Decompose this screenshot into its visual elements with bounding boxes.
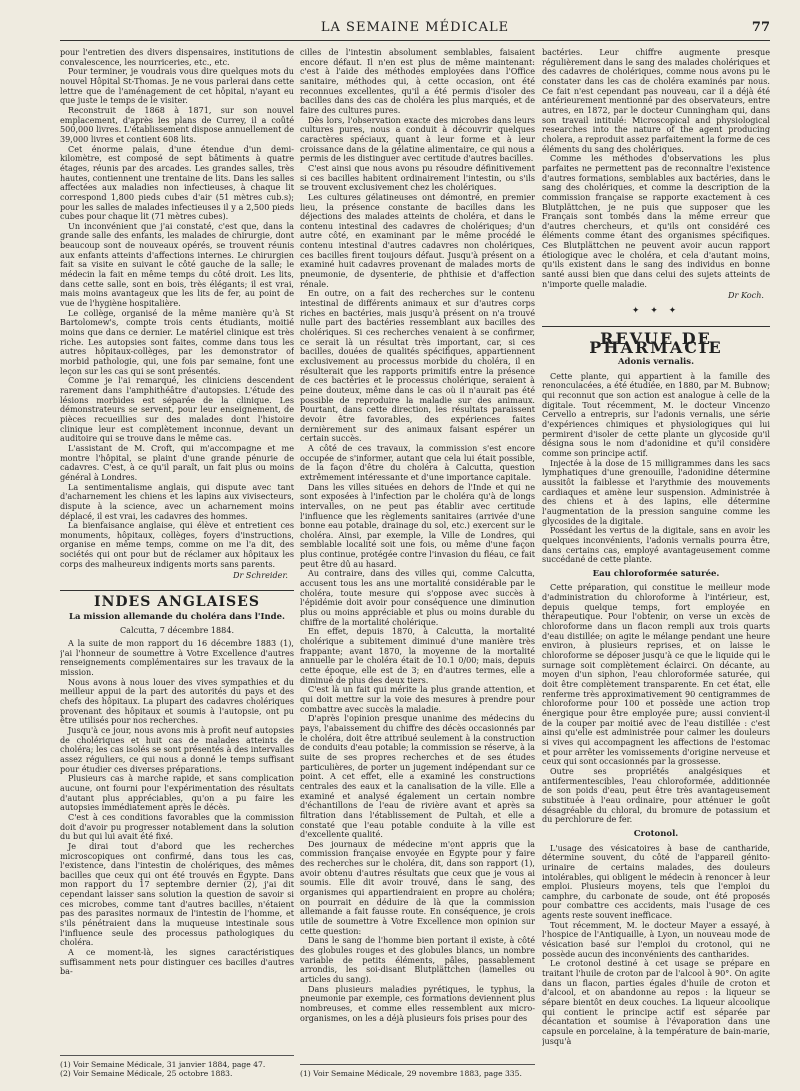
page-number: 77	[751, 20, 770, 35]
header-rule	[60, 40, 770, 41]
paragraph: A côté de ces travaux, la commission s'est encore occupée de s'informer, autant que cela lui était possible, de la façon d'être du choléra à Calcutta, question extrêmement intéressante et d'une importance capitale.	[300, 442, 535, 482]
paragraph: pour l'entretien des divers dispensaires, institutions de convalescence, les nourriceries, etc., etc.	[60, 48, 294, 67]
article-signature: Dr Koch.	[728, 290, 764, 301]
paragraph: Des journaux de médecine m'ont appris que la commission française envoyée en Égypte pour y faire des recherches sur le choléra, dit, dans son rapport (1), avoir obtenu d'autres résultats que ceux que je vous ai soumis. Elle dit avoir trouvé, dans le sang, des organismes qui appartiendraient en propre au choléra; on pourrait en déduire de là que la commission allemande a fait fausse route. En conséquence, je crois utile de soumettre à Votre Excellence mon opinion sur cette question:	[300, 838, 535, 936]
footnote: (1) Voir Semaine Médicale, 29 novembre 1883, page 335.	[300, 1069, 522, 1078]
paragraph: Un inconvénient que j'ai constaté, c'est que, dans la grande salle des enfants, les malades de chirurgie, dont beaucoup sont de nouveaux opérés, se trouvent réunis aux enfants atteints d'affections internes. Le chirurgien fait sa visite en suivant le côté gauche de la salle; le médecin la fait en même temps du côté droit. Les lits, dans cette salle, sont en bois, très élégants; il est vrai, mais moins avantageux que les lits de fer, au point de vue de l'hygiène hospitalière.	[60, 220, 294, 309]
paragraph: Cet énorme palais, d'une étendue d'un demi-kilomètre, est composé de sept bâtiments à quatre étages, réunis par des arcades. Les grandes salles, très hautes, contiennent une trentaine de lits. Dans les salles affectées aux maladies non infectieuses, à chaque lit correspond 1,800 pieds cubes d'air (51 mètres cub.s); pour les salles de malades infectieuses il y a 2,500 pieds cubes pour chaque lit (71 mètres cubes).	[60, 143, 294, 222]
paragraph: La sentimentalisme anglais, qui dispute avec tant d'acharnement les chiens et les lapins aux vivisecteurs, dispute à la science, avec un acharnement moins déplacé, il est vrai, les cadavres des hommes.	[60, 481, 294, 521]
footnote: (2) Voir Semaine Médicale, 25 octobre 1883.	[60, 1069, 233, 1078]
paragraph: En effet, depuis 1870, à Calcutta, la mortalité cholérique a subitement diminué d'une manière très frappante; avant 1870, la moyenne de la mortalité annuelle par le choléra était de 10.1 0/00; mais, depuis cette époque, elle est de 3; en d'autres termes, elle a diminué de plus des deux tiers.	[300, 626, 535, 685]
paragraph: Dès lors, l'observation exacte des microbes dans leurs cultures pures, nous a conduit à découvrir quelques caractères spéciaux, quant à leur forme et à leur croissance dans de la gélatine alimentaire, ce qui nous a permis de les distinguer avec certitude d'autres bacilles.	[300, 114, 535, 164]
footnote: (1) Voir Semaine Médicale, 31 janvier 1884, page 47.	[60, 1060, 266, 1069]
paragraph: A ce moment-là, les signes caractéristiques suffisamment nets pour distinguer ces bacilles d'autres ba-	[60, 947, 294, 977]
paragraph: C'est ainsi que nous avons pu résoudre définitivement si ces bacilles habitent ordinairement l'intestin, ou s'ils se trouvent exclusivement chez les cholériques.	[300, 162, 535, 193]
section-title: REVUE DE PHARMACIE	[542, 326, 770, 353]
article-signature: Dr Schreider.	[233, 570, 288, 581]
page-header	[60, 20, 770, 50]
column-1	[60, 48, 294, 1078]
paragraph: La bienfaisance anglaise, qui élève et entretient ces monuments, hôpitaux, collèges, foyers d'instructions, organise en même temps, comme on me l'a dit, des sociétés qui ont pour but de réclamer aux hôpitaux les corps des malheureux indigents morts sans parents.	[60, 520, 294, 569]
article-headline: Eau chloroformée saturée.	[592, 568, 720, 579]
paragraph: Les cultures gélatineuses ont démontré, en premier lieu, la présence constante de bacilles dans les déjections des malades atteints de choléra, et dans le contenu intestinal des cadavres de cholériques; d'un autre côté, en examinant par le même procédé le contenu intestinal d'autres cadavres non cholériques, ces bacilles firent toujours défaut. Jusqu'à présent on a examiné huit cadavres provenant de malades morts de pneumonie, de dysenterie, de phthisie et d'affection rénale.	[300, 191, 535, 289]
paragraph: Plusieurs cas à marche rapide, et sans complication aucune, ont fourni pour l'expérimentation des résultats d'autant plus appréciables, qu'on a pu faire les autopsies immédiatement après le décès.	[60, 773, 294, 813]
paragraph: Outre ses propriétés analgésiques et antifermentescibles, l'eau chloroformée, additionnée de son poids d'eau, peut être très avantageusement substituée à l'eau ordinaire, pour atténuer le goût désagréable du chloral, du bromure de potassium et du perchlorure de fer.	[542, 765, 770, 825]
paragraph: Jusqu'à ce jour, nous avons mis à profit neuf autopsies de cholériques et huit cas de malades atteints de choléra; les cas isolés se sont présentés à des intervalles assez réguliers, ce qui nous a donné le temps suffisant pour étudier ces diverses préparations.	[60, 724, 294, 774]
paragraph: Pour terminer, je voudrais vous dire quelques mots du nouvel Hôpital St-Thomas. Je ne vous parlerai dans cette lettre que de l'aménagement de cet hôpital, n'ayant eu que juste le temps de le visiter.	[60, 66, 294, 106]
article-headline: Adonis vernalis.	[617, 357, 695, 368]
paragraph: Cette plante, qui appartient à la famille des renonculacées, a été étudiée, en 1880, par M. Bubnow; qui reconnut que son action est analogue à celle de la digitale. Tout récemment, M. le docteur Vincenzo Cervello a entrepris, sur l'adonis vernalis, une série d'expériences chimiques et physiologiques qui lui permirent d'isoler de cette plante un glycoside qu'il désigna sous le nom d'adonidine et qu'il considère comme son principe actif.	[542, 370, 770, 458]
paragraph: Le collège, organisé de la même manière qu'à St Bartolomew's, compte trois cents étudiants, moitié moins que dans ce dernier. Le matériel clinique est très riche. Les autopsies sont faites, comme dans tous les autres hôpitaux-collèges, par les demonstrator of morbid pathologie, qui, une fois par semaine, font une leçon sur les cas qui se sont présentés.	[60, 307, 294, 376]
article-headline: Crotonol.	[633, 828, 679, 839]
paragraph: C'est à ces conditions favorables que la commission doit d'avoir pu progresser notablement dans la solution du but qui lui avait été fixé.	[60, 811, 294, 842]
column-3	[542, 48, 770, 1078]
paragraph: En outre, on a fait des recherches sur le contenu intestinal de différents animaux et sur d'autres corps riches en bactéries, mais jusqu'à présent on n'a trouvé nulle part des bactéries ressemblant aux bacilles des cholériques. Si ces recherches venaient à se confirmer, ce serait là un résultat très important, car, si ces bacilles, douées de qualités spécifiques, appartiennent exclusivement au processus morbide du choléra, il en résulterait que les rapports primitifs entre la présence de ces bactéries et le processus cholérique, seraient à peine douteux, même dans le cas où il n'aurait pas été possible de reproduire la maladie sur des animaux. Pourtant, dans cette direction, les résultats paraissent devoir être favorables, des expériences faites dernièrement sur des animaux faisant espérer un certain succès.	[300, 288, 535, 444]
paragraph: bactéries. Leur chiffre augmente presque régulièrement dans le sang des malades cholériques et des cadavres de cholériques, comme nous avons pu le constater dans les cas de choléra examinés par nous. Ce fait n'est cependant pas nouveau, car il a déjà été antérieurement mentionné par des observateurs, entre autres, en 1872, par le docteur Cunningham qui, dans son travail intitulé: Microscopical and physiological researches into the nature of the agent producing cholera, a reproduit assez parfaitement la forme de ces éléments du sang des cholériques.	[542, 48, 770, 154]
footnotes	[300, 1064, 535, 1078]
paragraph: Dans les villes situées en dehors de l'Inde et qui ne sont exposées à l'infection par le choléra qu'à de longs intervalles, on ne peut pas établir avec certitude l'influence que les règlements sanitaires (arrivée d'une bonne eau potable, drainage du sol, etc.) exercent sur le choléra. Ainsi, par exemple, la Ville de Londres, qui semblable localité soit une fois, ou même d'une façon plus continue, protégée contre l'invasion du fléau, ce fait peut être dû au hasard.	[300, 481, 535, 569]
journal-title: LA SEMAINE MÉDICALE	[320, 20, 510, 35]
paragraph: L'assistant de M. Croft, qui m'accompagne et me montre l'hôpital, se plaint d'une grande pénurie de cadavres. C'est, à ce qu'il paraît, un fait plus ou moins général à Londres.	[60, 442, 294, 482]
paragraph: cilles de l'intestin absolument semblables, faisaient encore défaut. Il n'en est plus de même maintenant: c'est à l'aide des méthodes employées dans l'Office sanitaire, méthodes qui, à cette occasion, ont été reconnues excellentes, qu'il a été permis d'isoler des bacilles dans des cas de choléra les plus marqués, et de faire des cultures pures.	[300, 48, 535, 115]
paragraph: L'usage des vésicatoires à base de cantharide, détermine souvent, du côté de l'appareil génito-urinaire de certains malades, des douleurs intolérables, qui obligent le médecin à renoncer à leur emploi. Plusieurs moyens, tels que l'emploi du camphre, du carbonate de soude, ont été proposés pour combattre ces accidents, mais l'usage de ces agents reste souvent inefficace.	[542, 842, 770, 921]
paragraph: Dans le sang de l'homme bien portant il existe, à côté des globules rouges et des globules blancs, un nombre variable de petits éléments, pâles, passablement arrondis, les soi-disant Blutplättchen (lamelles ou articles du sang).	[300, 935, 535, 984]
paragraph: Le crotonol destiné à cet usage se prépare en traitant l'huile de croton par de l'alcool à 90°. On agite dans un flacon, parties égales d'huile de croton et d'alcool, et on abandonne au repos : la liqueur se sépare bientôt en deux couches. La liqueur alcoolique qui contient le principe actif est séparée par décantation et soumise à l'évaporation dans une capsule en porcelaine, à la température de bain-marie, jusqu'à	[542, 958, 770, 1046]
section-title: INDES ANGLAISES	[60, 590, 294, 608]
column-2	[300, 48, 535, 1078]
paragraph: Injectée à la dose de 15 milligrammes dans les sacs lymphatiques d'une grenouille, l'adonidine détermine aussitôt la faiblesse et l'arythmie des mouvements cardiaques et amène leur suspension. Administrée à des chiens et à des lapins, elle détermine l'augmentation de la pression sanguine comme les glycosides de la digitale.	[542, 457, 770, 526]
ornament-divider: ✦ ✦ ✦	[631, 306, 681, 317]
paragraph: Possédant les vertus de la digitale, sans en avoir les quelques inconvénients, l'adonis vernalis pourra être, dans certains cas, employé avantageusement comme succédané de cette plante.	[542, 525, 770, 565]
paragraph: Au contraire, dans des villes qui, comme Calcutta, accusent tous les ans une mortalité considérable par le choléra, toute mesure qui s'oppose avec succès à l'épidémie doit avoir pour conséquence une diminution plus ou moins appréciable et plus ou moins durable du chiffre de la mortalité cholérique.	[300, 568, 535, 627]
paragraph: D'après l'opinion presque unanime des médecins du pays, l'abaissement du chiffre des décès occasionnés par le choléra, doit être attribué seulement à la construction de conduits d'eau potable; la commission se réserve, à la suite de ses propres recherches et de ses études particulières, de porter un jugement indépendant sur ce point. A cet effet, elle a examiné les constructions centrales des eaux et la canalisation de la ville. Elle a examiné et analysé également un certain nombre d'échantillons de l'eau de rivière avant et après sa filtration dans l'établissement de Pultah, et elle a constaté que l'eau potable conduite à la ville est d'excellente qualité.	[300, 713, 535, 840]
dateline: Calcutta, 7 décembre 1884.	[119, 625, 235, 636]
paragraph: Cette préparation, qui constitue le meilleur mode d'administration du chloroforme à l'intérieur, est, depuis quelque temps, fort employée en thérapeutique. Pour l'obtenir, on verse un excès de chloroforme dans un flacon rempli aux trois quarts d'eau distillée; on agite le mélange pendant une heure environ, à plusieurs reprises, et on laisse le chloroforme se déposer jusqu'à ce que le liquide qui le surnage soit complètement éclairci. On décante, au moyen d'un siphon, l'eau chloroformée saturée, qui doit être complètement transparente. En cet état, elle renferme très approximativement 90 centigrammes de chloroforme pour 100 et possède une action trop énergique pour être employée pure; aussi convient-il de la couper par moitié avec de l'eau distillée : c'est ainsi qu'elle est administrée pour calmer les douleurs si vives qui accompagnent les affections de l'estomac et pour arrêter les vomissements d'origine nerveuse et ceux qui sont occasionnés par la grossesse.	[542, 582, 770, 767]
paragraph: Dans plusieurs maladies pyrétiques, le typhus, la pneumonie par exemple, ces formations deviennent plus nombreuses, et comme elles ressemblent aux micro-organismes, on les a déjà plusieurs fois prises pour des	[300, 983, 535, 1023]
paragraph: Je dirai tout d'abord que les recherches microscopiques ont confirmé, dans tous les cas, l'existence, dans l'intestin de cholériques, des mêmes bacilles que ceux qui ont été trouvés en Égypte. Dans mon rapport du 17 septembre dernier (2), j'ai dit cependant laisser sans solution la question de savoir si ces microbes, comme tant d'autres bacilles, n'étaient pas des parasites normaux de l'intestin de l'homme, et s'ils pénétraient dans la muqueuse intestinale sous l'influence seule des processus pathologiques du choléra.	[60, 840, 294, 948]
paragraph: Comme je l'ai remarqué, les cliniciens descendent rarement dans l'amphithéâtre d'autopsies. L'étude des lésions morbides est séparée de la clinique. Les démonstrateurs se servent, pour leur enseignement, de pièces recueillies sur des malades dont l'histoire clinique leur est complètement inconnue, devant un auditoire qui se trouve dans le même cas.	[60, 375, 294, 444]
paragraph: Tout récemment, M. le docteur Mayer a essayé, à l'hospice de l'Antiquaille, à Lyon, un nouveau mode de vésication basé sur l'emploi du crotonol, qui ne possède aucun des inconvénients des cantharides.	[542, 919, 770, 959]
paragraph: Reconstruit de 1868 à 1871, sur son nouvel emplacement, d'après les plans de Currey, il a coûté 500,000 livres. L'établissement dispose annuellement de 39,000 livres et contient 608 lits.	[60, 104, 294, 144]
article-headline: La mission allemande du choléra dans l'Inde.	[68, 611, 285, 622]
paragraph: A la suite de mon rapport du 16 décembre 1883 (1), j'ai l'honneur de soumettre à Votre Excellence d'autres renseignements complémentaires sur les travaux de la mission.	[60, 638, 294, 678]
paragraph: Nous avons à nous louer des vives sympathies et du meilleur appui de la part des autorités du pays et des chefs des hôpitaux. La plupart des cadavres cholériques provenant des hôpitaux et soumis à l'autopsie, ont pu être utilisés pour nos recherches.	[60, 676, 294, 726]
paragraph: C'est là un fait qui mérite la plus grande attention, et qui doit mettre sur la voie des mesures à prendre pour combattre avec succès la maladie.	[300, 684, 535, 714]
footnotes	[60, 1055, 294, 1078]
paragraph: Comme les méthodes d'observations les plus parfaites ne permettent pas de reconnaître l'existence d'autres formations, semblables aux bactéries, dans le sang des cholériques, et comme la description de la commission française se rapporte exactement à ces Blutplättchen, je ne puis que supposer que les Français sont tombés dans la même erreur que d'autres chercheurs, et qu'ils ont considéré ces éléments comme étant des organismes spécifiques. Ces Blutplättchen ne peuvent avoir aucun rapport étiologique avec le choléra, et cela d'autant moins, qu'ils existent dans le sang des individus en bonne santé aussi bien que dans celui des sujets atteints de n'importe quelle maladie.	[542, 153, 770, 289]
